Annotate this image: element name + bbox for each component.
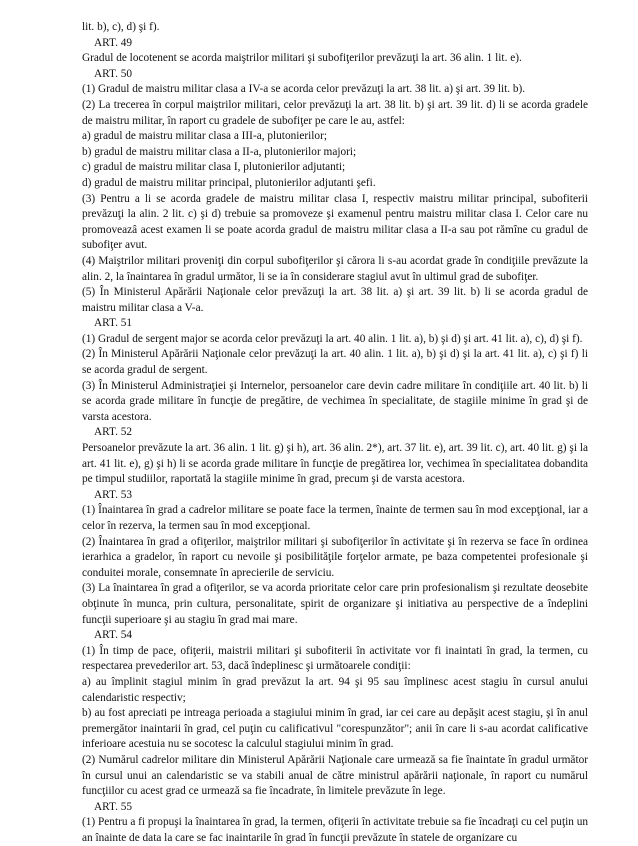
paragraph: d) gradul de maistru militar principal, plutonierilor adjutanti şefi. [82,176,376,189]
paragraph: (1) Gradul de sergent major se acorda celor prevăzuţi la art. 40 alin. 1 lit. a), b) şi d) şi art. 41 lit. a), c), d) şi f). [82,332,583,345]
paragraph: (4) Maiştrilor militari proveniţi din corpul subofiţerilor şi cărora li s-au acordat grade în condiţiile prevăzute la alin. 2, la înaintarea în gradul următor, li se ia în considerare stagiul avut în ultimul grad de subofiţer. [82,254,588,283]
paragraph: c) gradul de maistru militar clasa I, plutonierilor adjutanti; [82,161,346,174]
paragraph: (1) Pentru a fi propuşi la înaintarea în grad, la termen, ofiţerii în activitate trebuie sa fie încadraţi cu cel puţin un an înainte de data la care se fac inaintarile în grad în funcţii prevăzute în statele de organizare cu [82,816,588,844]
paragraph: b) au fost apreciati pe intreaga perioada a stagiului minim în grad, iar cei care au depăşit acest stagiu, şi în anul premergător inaintarii în grad, cel puţin cu calificativul "corespunzător"; anii în care li s-au acordat calificative inferioare acestuia nu se socotesc la calculul stagiului minim în grad. [82,707,588,751]
paragraph: a) au împlinit stagiul minim în grad prevăzut la art. 94 şi 95 sau împlinesc acest stagiu în cursul anului calendaristic respectiv; [82,675,588,704]
paragraph: lit. b), c), d) şi f). [82,21,160,33]
paragraph: Gradul de locotenent se acorda maiştrilor militari şi subofiţerilor prevăzuţi la art. 36 alin. 1 lit. e). [82,52,522,65]
article-heading: ART. 54 [94,629,133,642]
article-heading: ART. 52 [94,426,133,439]
paragraph: (1) Gradul de maistru militar clasa a IV-a se acorda celor prevăzuţi la art. 38 lit. a) şi art. 39 lit. b). [82,83,526,96]
paragraph: (5) În Ministerul Apărării Naţionale celor prevăzuţi la art. 38 lit. a) şi art. 39 lit. b) li se acorda gradul de maistru militar clasa a V-a. [82,286,588,314]
article-heading: ART. 51 [94,317,133,330]
paragraph: a) gradul de maistru militar clasa a III-a, plutonierilor; [82,130,327,143]
article-heading: ART. 50 [94,67,133,80]
paragraph: (3) La înaintarea în grad a ofiţerilor, se va acorda prioritate celor care prin profesionalism şi rezultate deosebite obţinute în munca, prin cultura, personalitate, spirit de organizare şi initiativa au perspective de a îndeplini funcţii superioare şi au stagiu în grad mai mare. [82,582,588,626]
paragraph: (2) Numărul cadrelor militare din Ministerul Apărării Naţionale care urmează sa fie înaintate în gradul următor în cursul unui an calendaristic se va stabili anual de către ministrul apărării naţionale, în raport cu numărul funcţiilor cu acest grad ce urmează sa fie încadrate, în limitele prevăzute în lege. [82,753,588,798]
paragraph: (2) La trecerea în corpul maiştrilor militari, celor prevăzuţi la art. 38 lit. b) şi art. 39 lit. d) li se acorda gradele de maistru militar, în raport cu gradele de subofiţer pe care le au, astfel: [82,98,588,127]
paragraph: (1) Înaintarea în grad a cadrelor militare se poate face la termen, înainte de termen sau în mod excepţional, iar a celor în rezerva, la termen sau în mod excepţional. [82,504,588,532]
paragraph: b) gradul de maistru militar clasa a II-a, plutonierilor majori; [82,145,357,158]
paragraph: (2) În Ministerul Apărării Naţionale celor prevăzuţi la art. 40 alin. 1 lit. a), b) şi d) şi la art. 41 lit. a), c) şi f) li se acorda gradul de sergent. [82,348,588,377]
paragraph: (3) În Ministerul Administraţiei şi Internelor, persoanelor care devin cadre militare în condiţiile art. 40 lit. b) li se acorda grade militare în funcţie de pregătire, de vechimea în specialitate, de stagiile minime în grad şi de varsta acestora. [82,379,588,423]
paragraph: (1) În timp de pace, ofiţerii, maistrii militari şi subofiterii în activitate vor fi inaintati în grad, la termen, cu respectarea prevederilor art. 53, dacă îndeplinesc şi următoarele condiţii: [82,644,588,673]
article-heading: ART. 49 [94,36,133,49]
article-heading: ART. 55 [94,800,133,813]
paragraph: (3) Pentru a li se acorda gradele de maistru militar clasa I, respectiv maistru militar principal, subofiterii prevăzuţi la alin. 2 lit. c) şi d) trebuie sa promoveze şi examenul pentru maistru militar clasa I. Celor care nu promoveazâ acest examen li se poate acorda gradul de maistru militar clasa a II-a sau pot rămîne cu gradul de subofiţer avut. [82,192,588,252]
paragraph: (2) Înaintarea în grad a ofiţerilor, maiştrilor militari şi subofiţerilor în activitate şi în rezerva se face în ordinea ierarhica a gradelor, în raport cu nevoile şi posibilităţile forţelor armate, pe baza competentei profesionale şi conduitei morale, consemnate în aprecierile de serviciu. [82,535,588,579]
paragraph: Persoanelor prevăzute la art. 36 alin. 1 lit. g) şi h), art. 36 alin. 2*), art. 37 lit. e), art. 39 lit. c), art. 40 lit. g) şi la art. 41 lit. e), g) şi h) li se acorda grade militare în funcţie de pregătirea lor, vechimea în specialitatea dobandita pe timpul studiilor, raportată la stagiile minime în grad, precum şi de varsta acestora. [82,442,588,486]
article-heading: ART. 53 [94,488,133,501]
